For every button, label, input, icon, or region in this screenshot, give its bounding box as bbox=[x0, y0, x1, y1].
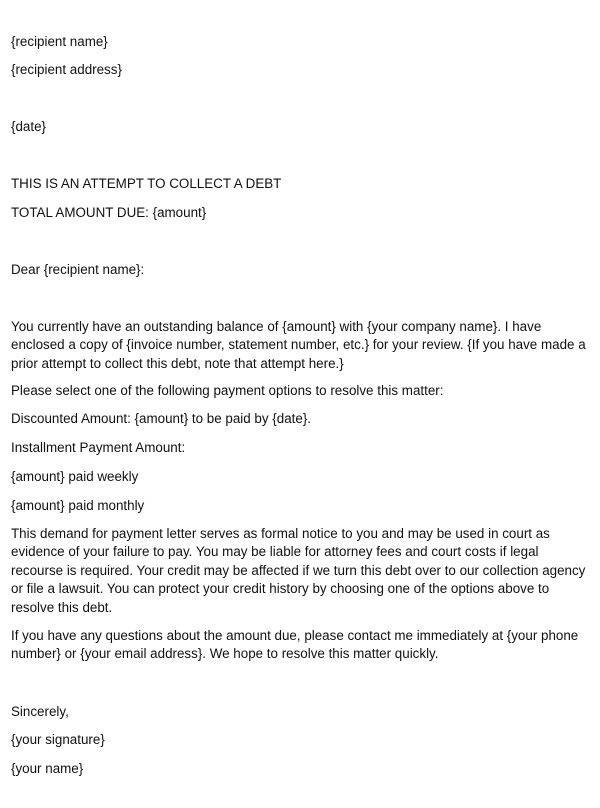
salutation: Dear {recipient name}: bbox=[11, 262, 145, 277]
signature-placeholder: {your signature} bbox=[11, 732, 105, 747]
sender-name: {your name} bbox=[11, 761, 84, 776]
debt-collection-notice: THIS IS AN ATTEMPT TO COLLECT A DEBT bbox=[11, 176, 282, 191]
installment-weekly-option: {amount} paid weekly bbox=[11, 469, 139, 484]
discounted-amount-option: Discounted Amount: {amount} to be paid by {date}. bbox=[11, 411, 312, 426]
payment-options-intro: Please select one of the following payment options to resolve this matter: bbox=[11, 383, 444, 398]
total-amount-due: TOTAL AMOUNT DUE: {amount} bbox=[11, 205, 207, 220]
letter-date: {date} bbox=[11, 119, 47, 134]
body-paragraph-contact: If you have any questions about the amount due, please contact me immediately at {your phone number} or {your email address}. We hope to resolve this matter quickly. bbox=[11, 628, 579, 662]
installment-monthly-option: {amount} paid monthly bbox=[11, 498, 145, 513]
installment-heading: Installment Payment Amount: bbox=[11, 440, 186, 455]
recipient-address: {recipient address} bbox=[11, 62, 122, 77]
closing: Sincerely, bbox=[11, 704, 69, 719]
recipient-name: {recipient name} bbox=[11, 34, 108, 49]
body-paragraph-formal-notice: This demand for payment letter serves as formal notice to you and may be used in court as evidence of your failure to pay. You may be liable for attorney fees and court costs if legal recourse is required. Your credit may be affected if we turn this debt over to our collection agency or file a lawsuit. You can protect your credit history by choosing one of the options above to resolve this debt. bbox=[11, 526, 586, 615]
body-paragraph-balance: You currently have an outstanding balance of {amount} with {your company name}. I have enclosed a copy of {invoice number, statement number, etc.} for your review. {If you have made a prior attempt to collect this debt, note that attempt here.} bbox=[11, 319, 586, 371]
